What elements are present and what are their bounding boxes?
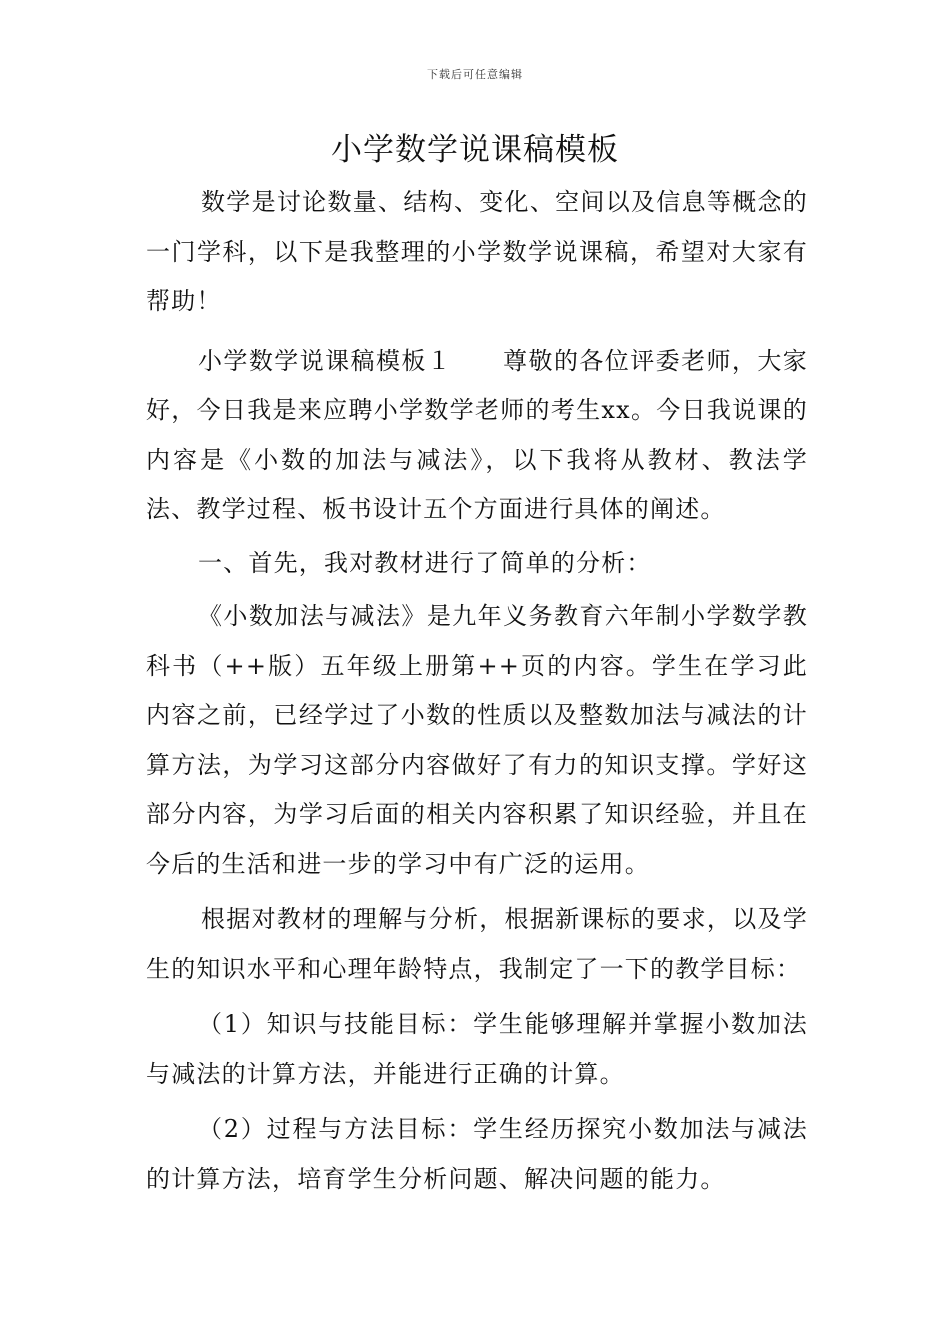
paragraph-intro: 数学是讨论数量、结构、变化、空间以及信息等概念的一门学科，以下是我整理的小学数学说课稿，希望对大家有帮助！ [146,188,808,315]
document-body [146,178,808,1208]
paragraph-opening: 小学数学说课稿模板１ 尊敬的各位评委老师，大家好，今日我是来应聘小学数学老师的考生xx。今日我说课的内容是《小数的加法与减法》，以下我将从教材、教法学法、教学过程、板书设计五个方面进行具体的阐述。 [146,346,808,523]
paragraph-textbook-analysis: 《小数加法与减法》是九年义务教育六年制小学数学教科书（++版）五年级上册第++页的内容。学生在学习此内容之前，已经学过了小数的性质以及整数加法与减法的计算方法，为学习这部分内容做好了有力的知识支撑。学好这部分内容，为学习后面的相关内容积累了知识经验，并且在今后的生活和进一步的学习中有广泛的运用。 [146,602,808,878]
paragraph-goal-process: （2）过程与方法目标：学生经历探究小数加法与减法的计算方法，培育学生分析问题、解决问题的能力。 [146,1115,808,1193]
paragraph-section-heading: 一、首先，我对教材进行了简单的分析： [198,548,652,577]
paragraph-goal-knowledge: （1）知识与技能目标：学生能够理解并掌握小数加法与减法的计算方法，并能进行正确的计算。 [146,1010,808,1088]
paragraph-teaching-goals: 根据对教材的理解与分析，根据新课标的要求，以及学生的知识水平和心理年龄特点，我制定了一下的教学目标： [146,905,808,983]
header-note: 下载后可任意编辑 [427,68,523,81]
document-title: 小学数学说课稿模板 [331,132,619,168]
